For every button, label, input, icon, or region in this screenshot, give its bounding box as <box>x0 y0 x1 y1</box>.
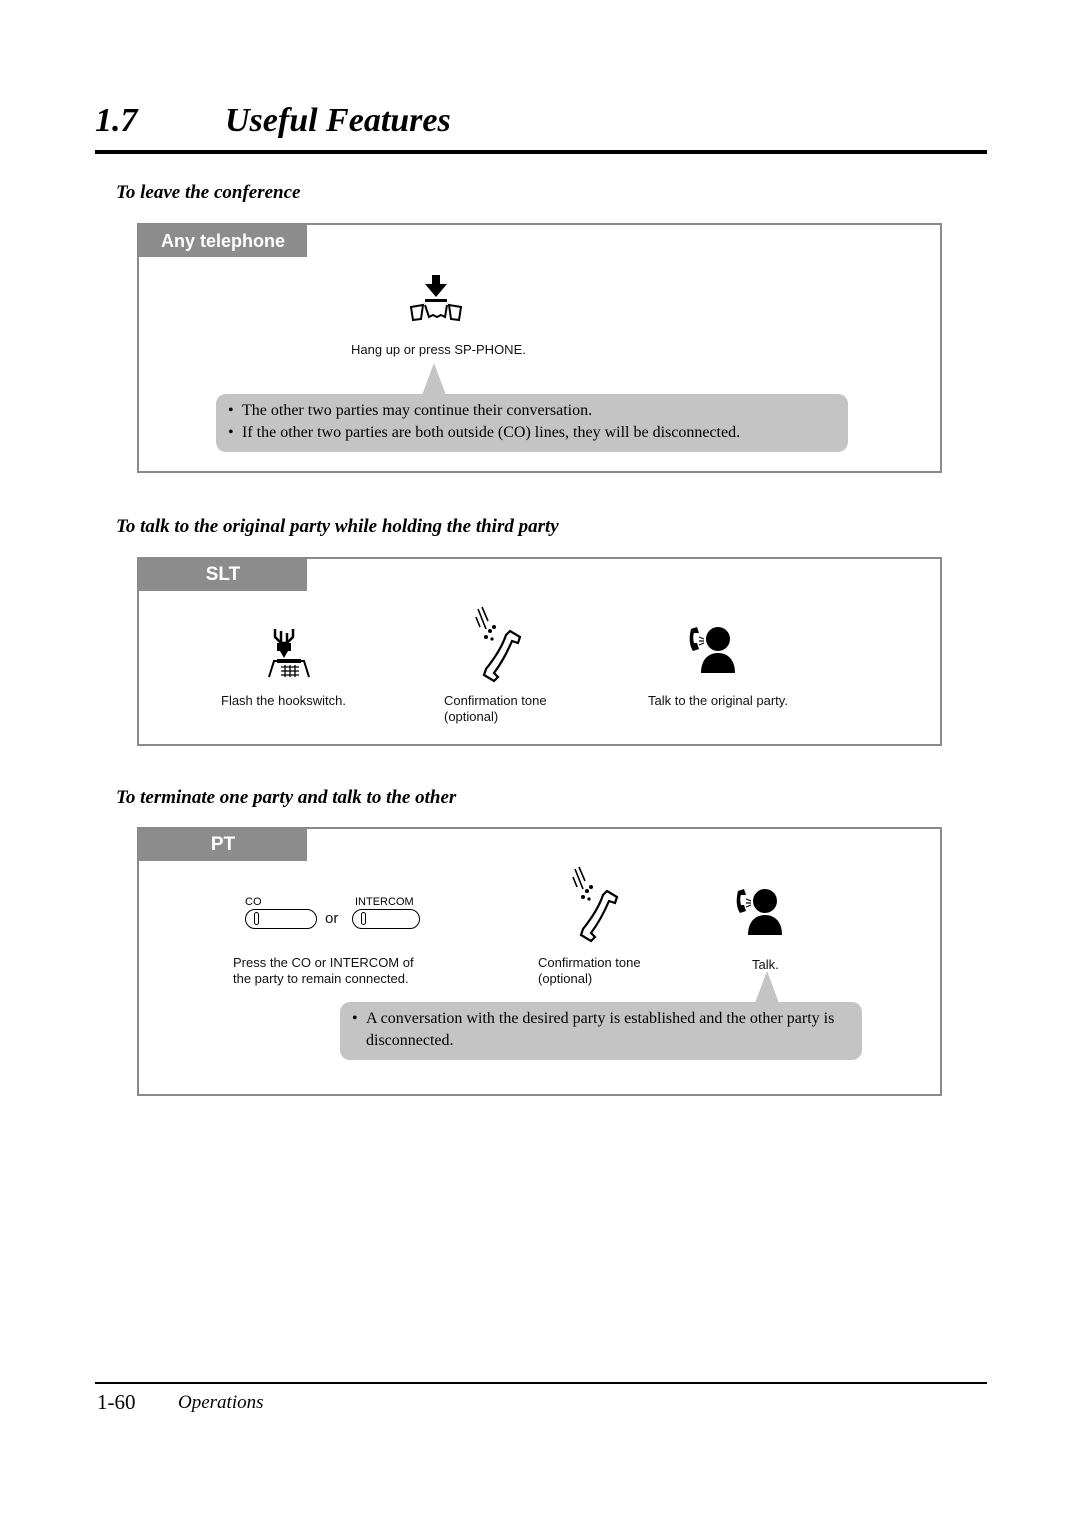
footer-rule <box>95 1382 987 1384</box>
note-pointer <box>422 363 446 395</box>
note-box-terminate <box>340 1002 862 1060</box>
caption-confirmation-line2: (optional) <box>538 971 593 986</box>
co-key-label: CO <box>245 896 262 908</box>
intercom-button[interactable] <box>352 909 420 929</box>
note-item: • If the other two parties are both outside (CO) lines, they will be disconnected. <box>226 422 838 444</box>
tag-pt: PT <box>139 829 307 861</box>
panel-leave-conference <box>137 223 942 473</box>
note-pointer <box>755 971 779 1003</box>
header-rule <box>95 150 987 154</box>
caption-hang-up: Hang up or press SP-PHONE. <box>351 342 526 357</box>
heading-terminate-party: To terminate one party and talk to the other <box>116 787 457 808</box>
note-item: • The other two parties may continue their conversation. <box>226 400 838 422</box>
section-number: 1.7 <box>95 102 138 139</box>
caption-press-line1: Press the CO or INTERCOM of <box>233 955 414 970</box>
caption-talk: Talk. <box>752 957 779 972</box>
heading-leave-conference: To leave the conference <box>116 182 301 203</box>
panel-pt <box>137 827 942 1096</box>
confirmation-tone-icon <box>472 603 524 683</box>
page-number: 1-60 <box>97 1390 136 1414</box>
caption-press-line2: the party to remain connected. <box>233 971 409 986</box>
talk-icon <box>734 883 784 937</box>
hookswitch-flash-icon <box>265 625 313 681</box>
confirmation-tone-icon <box>569 863 621 943</box>
section-title: Useful Features <box>225 102 451 139</box>
page-section-label: Operations <box>178 1392 264 1413</box>
caption-confirmation-line1: Confirmation tone <box>444 693 547 708</box>
talk-icon <box>687 621 737 675</box>
tag-any-telephone: Any telephone <box>139 225 307 257</box>
hang-up-icon <box>405 273 467 327</box>
caption-flash: Flash the hookswitch. <box>221 693 347 708</box>
caption-confirmation-line2: (optional) <box>444 709 499 724</box>
caption-talk-original: Talk to the original party. <box>648 693 788 708</box>
caption-confirmation-line1: Confirmation tone <box>538 955 641 970</box>
tag-slt: SLT <box>139 559 307 591</box>
intercom-key-label: INTERCOM <box>355 896 414 908</box>
or-label: or <box>325 910 339 927</box>
heading-talk-original: To talk to the original party while holding the third party <box>116 516 559 537</box>
note-item: • A conversation with the desired party is established and the other party is disconnected. <box>350 1008 852 1052</box>
panel-slt <box>137 557 942 746</box>
note-box-leave <box>216 394 848 452</box>
co-button[interactable] <box>245 909 317 929</box>
